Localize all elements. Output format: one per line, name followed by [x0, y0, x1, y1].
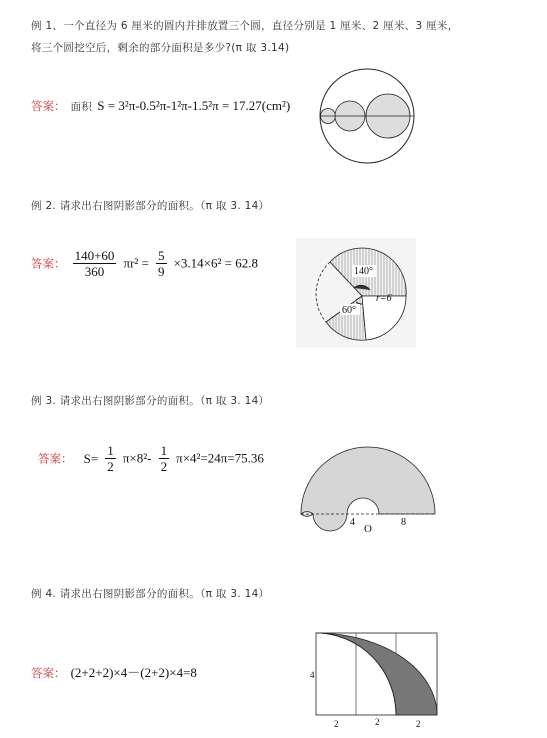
- example-1-answer: [31, 95, 290, 114]
- example-1-question-line-1: 例 1、一个直径为 6 厘米的圆内并排放置三个圆，直径分别是 1 厘米、2 厘米、3 厘米，: [31, 20, 459, 32]
- example-4-answer: [31, 662, 197, 681]
- example-1-circles-figure: [318, 68, 418, 168]
- example-1-formula: S = 3²π-0.5²π-1²π-1.5²π = 17.27(cm²): [97, 98, 291, 113]
- fraction-140-60-over-360: $\frac{140+60}{360}$: [74, 248, 115, 279]
- side-4-label: 4: [310, 670, 315, 680]
- example-3-answer: 答案： S= $\frac{1}{2}$ π×8²- $\frac{1}{2}$ π×4²=24π=75.36: [38, 443, 264, 474]
- answer-label: 答案：: [31, 666, 66, 680]
- example-4-formula: (2+2+2)×4－(2+2)×4=8: [70, 665, 197, 680]
- example-1-question-line-2: 将三个圆挖空后，剩余的部分面积是多少?(π 取 3.14): [31, 42, 290, 54]
- fraction-5-over-9: $\frac{5}{9}$: [158, 248, 165, 279]
- answer-label: 答案：: [31, 256, 66, 271]
- answer-label: 答案：: [31, 99, 66, 113]
- angle-140-label: 140°: [354, 266, 373, 277]
- bottom-2-label-2: 2: [375, 717, 380, 727]
- radius-label: r=6: [376, 293, 392, 304]
- answer-label: 答案：: [38, 451, 73, 466]
- fraction-1-over-2: $\frac{1}{2}$: [107, 443, 114, 474]
- example-4-quarter-circle-figure: [310, 633, 446, 733]
- example-2-answer: 答案： $\frac{140+60}{360}$ πr² = $\frac{5}{9}$ ×3.14×6² = 62.8: [31, 248, 258, 279]
- formula-prefix: 面积: [70, 101, 93, 113]
- example-3-question: 例 3. 请求出右图阴影部分的面积。（π 取 3. 14）: [31, 395, 270, 407]
- fraction-1-over-2: $\frac{1}{2}$: [160, 443, 168, 474]
- example-4-question: 例 4. 请求出右图阴影部分的面积。（π 取 3. 14）: [31, 588, 270, 600]
- bottom-2-label-3: 2: [416, 719, 421, 729]
- length-8-label: 8: [401, 517, 406, 528]
- center-o-label: O: [364, 523, 372, 535]
- example-2-question: 例 2. 请求出右图阴影部分的面积。（π 取 3. 14）: [31, 200, 270, 212]
- angle-60-label: 60°: [342, 305, 356, 316]
- bottom-2-label-1: 2: [334, 719, 339, 729]
- length-4-label: 4: [350, 517, 355, 528]
- example-3-semicircle-figure: [297, 440, 447, 535]
- example-2-sector-figure: [296, 238, 416, 348]
